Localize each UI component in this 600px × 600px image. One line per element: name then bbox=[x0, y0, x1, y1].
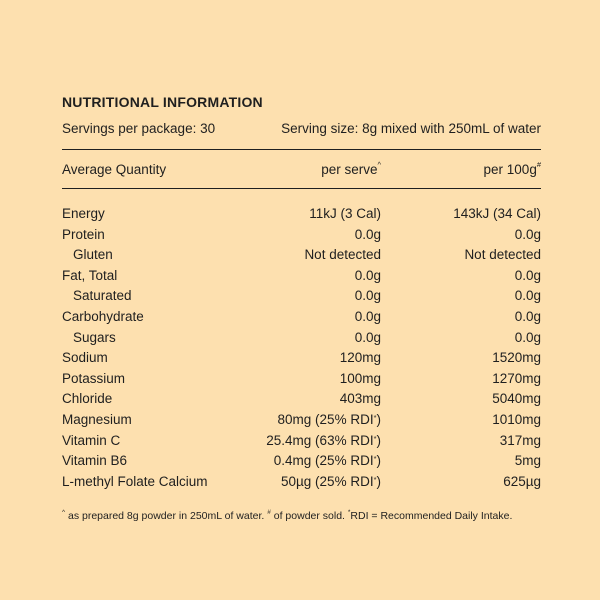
table-row bbox=[62, 225, 541, 246]
per-serve-value: 0.0g bbox=[354, 308, 381, 324]
table-row bbox=[62, 410, 541, 431]
per-100g-value: 5040mg bbox=[492, 391, 541, 407]
table-row bbox=[62, 328, 541, 349]
nutrient-name: Sodium bbox=[62, 350, 108, 366]
nutrient-name: Energy bbox=[62, 206, 105, 221]
header-quantity: Average Quantity bbox=[62, 161, 167, 177]
per-serve-value: 11kJ (3 Cal) bbox=[309, 206, 381, 221]
per-100g-value: 0.0g bbox=[514, 329, 541, 345]
per-100g-value: Not detected bbox=[464, 247, 541, 263]
per-serve-value: Not detected bbox=[304, 247, 381, 263]
nutrition-panel bbox=[62, 92, 541, 492]
per-100g-value: 5mg bbox=[514, 453, 541, 469]
footnote: ^ as prepared 8g powder in 250mL of water. # of powder sold. *RDI = Recommended Daily Intake. bbox=[62, 509, 513, 522]
nutrient-name: Sugars bbox=[73, 329, 116, 345]
nutrient-name: L-methyl Folate Calcium bbox=[62, 473, 208, 489]
per-serve-value: 80mg (25% RDI*) bbox=[277, 411, 381, 427]
per-100g-value: 0.0g bbox=[514, 288, 541, 304]
per-serve-value: 50µg (25% RDI*) bbox=[281, 473, 381, 489]
table-row bbox=[62, 307, 541, 328]
per-serve-value: 120mg bbox=[339, 350, 381, 366]
per-100g-value: 1010mg bbox=[492, 411, 541, 427]
table-row bbox=[62, 451, 541, 472]
servings-per-package: Servings per package: 30 bbox=[62, 121, 216, 136]
table-row bbox=[62, 369, 541, 390]
per-100g-value: 143kJ (34 Cal) bbox=[453, 206, 541, 221]
nutrient-name: Protein bbox=[62, 226, 105, 242]
nutrient-name: Chloride bbox=[62, 391, 113, 407]
per-serve-value: 403mg bbox=[339, 391, 381, 407]
nutrient-name: Fat, Total bbox=[62, 267, 118, 283]
per-100g-value: 1520mg bbox=[492, 350, 541, 366]
per-serve-value: 0.4mg (25% RDI*) bbox=[273, 453, 381, 469]
per-serve-value: 25.4mg (63% RDI*) bbox=[266, 432, 381, 448]
table-header bbox=[62, 150, 541, 188]
nutrient-name: Gluten bbox=[73, 247, 113, 263]
per-100g-value: 317mg bbox=[499, 432, 541, 448]
serving-size: Serving size: 8g mixed with 250mL of water bbox=[281, 121, 541, 136]
header-per-serve: per serve^ bbox=[321, 159, 381, 177]
per-serve-value: 0.0g bbox=[354, 329, 381, 345]
nutrient-name: Vitamin C bbox=[62, 432, 121, 448]
table-row bbox=[62, 472, 541, 493]
nutrient-name: Vitamin B6 bbox=[62, 453, 128, 469]
per-serve-value: 0.0g bbox=[354, 226, 381, 242]
per-100g-value: 0.0g bbox=[514, 267, 541, 283]
nutrient-name: Saturated bbox=[73, 288, 132, 304]
table-row bbox=[62, 389, 541, 410]
nutrient-name: Carbohydrate bbox=[62, 308, 144, 324]
per-serve-value: 100mg bbox=[339, 370, 381, 386]
per-100g-value: 0.0g bbox=[514, 226, 541, 242]
servings-line bbox=[62, 120, 541, 138]
per-100g-value: 625µg bbox=[503, 473, 541, 489]
per-serve-value: 0.0g bbox=[354, 267, 381, 283]
panel-title: NUTRITIONAL INFORMATION bbox=[62, 94, 263, 110]
nutrient-rows bbox=[62, 204, 541, 492]
header-per-100g: per 100g# bbox=[483, 159, 541, 177]
table-row bbox=[62, 348, 541, 369]
table-row bbox=[62, 286, 541, 307]
table-row bbox=[62, 245, 541, 266]
divider-header bbox=[62, 188, 541, 189]
table-row bbox=[62, 266, 541, 287]
nutrient-name: Potassium bbox=[62, 370, 126, 386]
per-100g-value: 1270mg bbox=[492, 370, 541, 386]
table-row bbox=[62, 204, 541, 225]
nutrient-name: Magnesium bbox=[62, 411, 132, 427]
per-serve-value: 0.0g bbox=[354, 288, 381, 304]
per-100g-value: 0.0g bbox=[514, 308, 541, 324]
table-row bbox=[62, 431, 541, 452]
